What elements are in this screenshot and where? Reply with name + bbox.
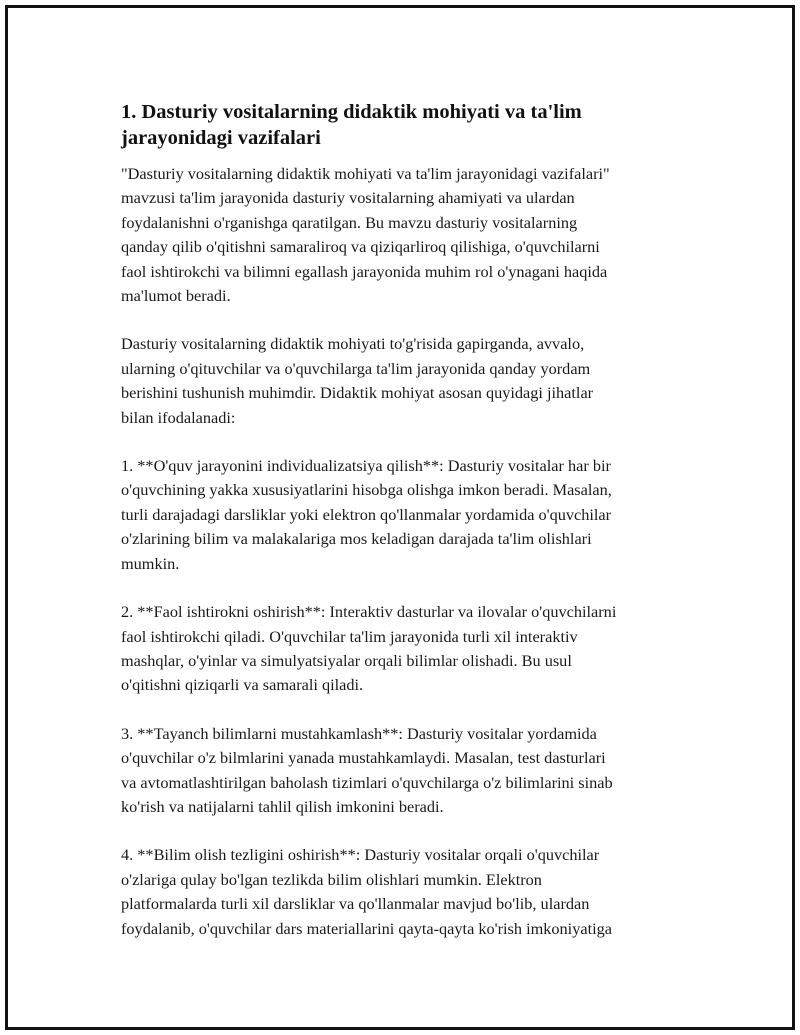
list-item-2: 2. **Faol ishtirokni oshirish**: Interaktiv dasturlar va ilovalar o'quvchilarni faol ishtirokchi qiladi. O'quvchilar ta'lim jarayonida turli xil interaktiv mashqlar, o'yinlar va simulyatsiyalar orqali bilimlar olishadi. Bu usul o'qitishni qiziqarli va samarali qiladi. bbox=[121, 602, 617, 695]
document-title: 1. Dasturiy vositalarning didaktik mohiyati va ta'lim jarayonidagi vazifalari bbox=[121, 101, 582, 149]
document-page bbox=[5, 5, 795, 1030]
list-item-1: 1. **O'quv jarayonini individualizatsiya qilish**: Dasturiy vositalar har bir o'quvchining yakka xususiyatlarini hisobga olishga imkon beradi. Masalan, turli darajadagi darsliklar yoki elektron qo'llanmalar yordamida o'quvchilar o'zlarining bilim va malakalariga mos keladigan darajada ta'lim olishlari mumkin. bbox=[121, 456, 612, 573]
document-content bbox=[121, 99, 696, 941]
list-item-3: 3. **Tayanch bilimlarni mustahkamlash**: Dasturiy vositalar yordamida o'quvchilar o'z bilmlarini yanada mustahkamlaydi. Masalan, test dasturlari va avtomatlashtirilgan baholash tizimlari o'quvchilarga o'z bilimlarini sinab ko'rish va natijalarni tahlil qilish imkonini beradi. bbox=[121, 723, 613, 816]
paragraph-intro: "Dasturiy vositalarning didaktik mohiyati va ta'lim jarayonidagi vazifalari" mavzusi ta'lim jarayonida dasturiy vositalarning ahamiyati va ulardan foydalanishni o'rganishga qaratilgan. Bu mavzu dasturiy vositalarning qanday qilib o'qitishni samaraliroq va qiziqarliroq qilishiga, o'quvchilarni faol ishtirokchi va bilimni egallash jarayonida muhim rol o'ynagani haqida ma'lumot beradi. bbox=[121, 164, 610, 306]
paragraph-didactic-essence: Dasturiy vositalarning didaktik mohiyati to'g'risida gapirganda, avvalo, ularning o'qituvchilar va o'quvchilarga ta'lim jarayonida qanday yordam berishini tushunish muhimdir. Didaktik mohiyat asosan quyidagi jihatlar bilan ifodalanadi: bbox=[121, 334, 594, 427]
list-item-4: 4. **Bilim olish tezligini oshirish**: Dasturiy vositalar orqali o'quvchilar o'zlariga qulay bo'lgan tezlikda bilim olishlari mumkin. Elektron platformalarda turli xil darsliklar va qo'llanmalar mavjud bo'lib, ulardan foydalanib, o'quvchilar dars materiallarini qayta-qayta ko'rish imkoniyatiga bbox=[121, 845, 612, 938]
